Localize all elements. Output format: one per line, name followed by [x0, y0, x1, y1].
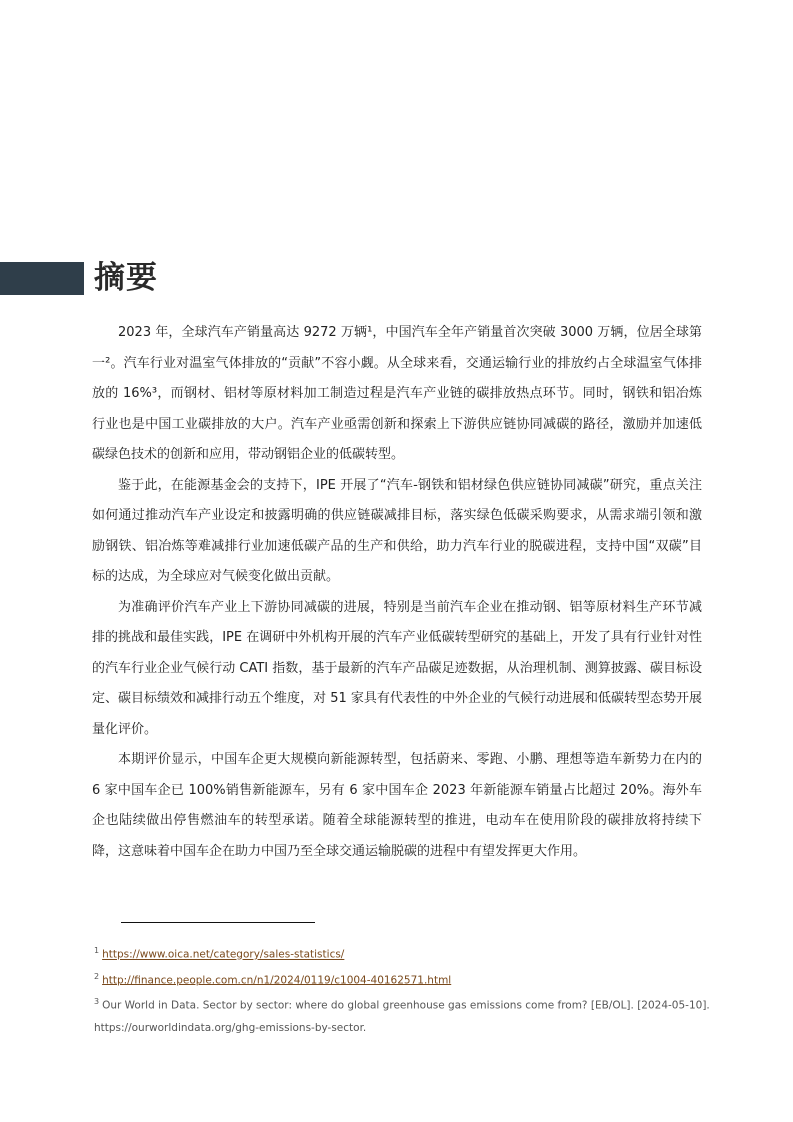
footnote-mark: 2: [94, 971, 100, 981]
footnote-mark: 1: [94, 946, 100, 955]
footnote-1: [94, 940, 714, 966]
paragraph-1: 2023 年，全球汽车产销量高达 9272 万辆¹，中国汽车全年产销量首次突破 3000 万辆，位居全球第一²。汽车行业对温室气体排放的“贡献”不容小觑。从全球来看，交通运输行业的排放约占全球温室气体排放的 16%³，而钢材、铝材等原材料加工制造过程是汽车产业链的碳排放热点环节。同时，钢铁和铝冶炼行业也是中国工业碳排放的大户。汽车产业亟需创新和探索上下游供应链协同减碳的路径，激励并加速低碳绿色技术的创新和应用，带动钢铝企业的低碳转型。: [92, 325, 702, 462]
footnote-link-people[interactable]: http://finance.people.com.cn/n1/2024/0119/c1004-40162571.html: [102, 974, 452, 986]
paragraph-3: 为准确评价汽车产业上下游协同减碳的进展，特别是当前汽车企业在推动钢、铝等原材料生产环节减排的挑战和最佳实践，IPE 在调研中外机构开展的汽车产业低碳转型研究的基础上，开发了具有行业针对性的汽车行业企业气候行动 CATI 指数，基于最新的汽车产品碳足迹数据，从治理机制、测算披露、碳目标设定、碳目标绩效和减排行动五个维度，对 51 家具有代表性的中外企业的气候行动进展和低碳转型态势开展量化评价。: [92, 599, 702, 737]
footnote-text: Our World in Data. Sector by sector: where do global greenhouse gas emissions come from? [EB/OL]. [2024-05-10].: [102, 999, 710, 1012]
footnote-3-continuation: https://ourworldindata.org/ghg-emissions-by-sector.: [94, 1021, 367, 1034]
footnote-2: [94, 966, 714, 992]
body-text: [92, 318, 702, 867]
footnotes: [94, 940, 714, 1039]
page-title: 摘要: [94, 260, 158, 296]
footnote-mark: 3: [94, 997, 100, 1006]
title-accent-bar: [0, 262, 84, 295]
footnote-separator: [121, 922, 315, 923]
paragraph-4: 本期评价显示，中国车企更大规模向新能源转型，包括蔚来、零跑、小鹏、理想等造车新势力在内的 6 家中国车企已 100%销售新能源车，另有 6 家中国车企 2023 年新能源车销量占比超过 20%。海外车企也陆续做出停售燃油车的转型承诺。随着全球能源转型的推进，电动车在使用阶段的碳排放将持续下降，这意味着中国车企在助力中国乃至全球交通运输脱碳的进程中有望发挥更大作用。: [92, 752, 702, 859]
footnote-3: [94, 991, 714, 1017]
footnote-link-oica[interactable]: https://www.oica.net/category/sales-statistics/: [102, 948, 345, 961]
paragraph-2: 鉴于此，在能源基金会的支持下，IPE 开展了“汽车-钢铁和铝材绿色供应链协同减碳”研究，重点关注如何通过推动汽车产业设定和披露明确的供应链碳减排目标，落实绿色低碳采购要求，从需求端引领和激励钢铁、铝冶炼等难减排行业加速低碳产品的生产和供给，助力汽车行业的脱碳进程，支持中国“双碳”目标的达成，为全球应对气候变化做出贡献。: [92, 477, 702, 584]
